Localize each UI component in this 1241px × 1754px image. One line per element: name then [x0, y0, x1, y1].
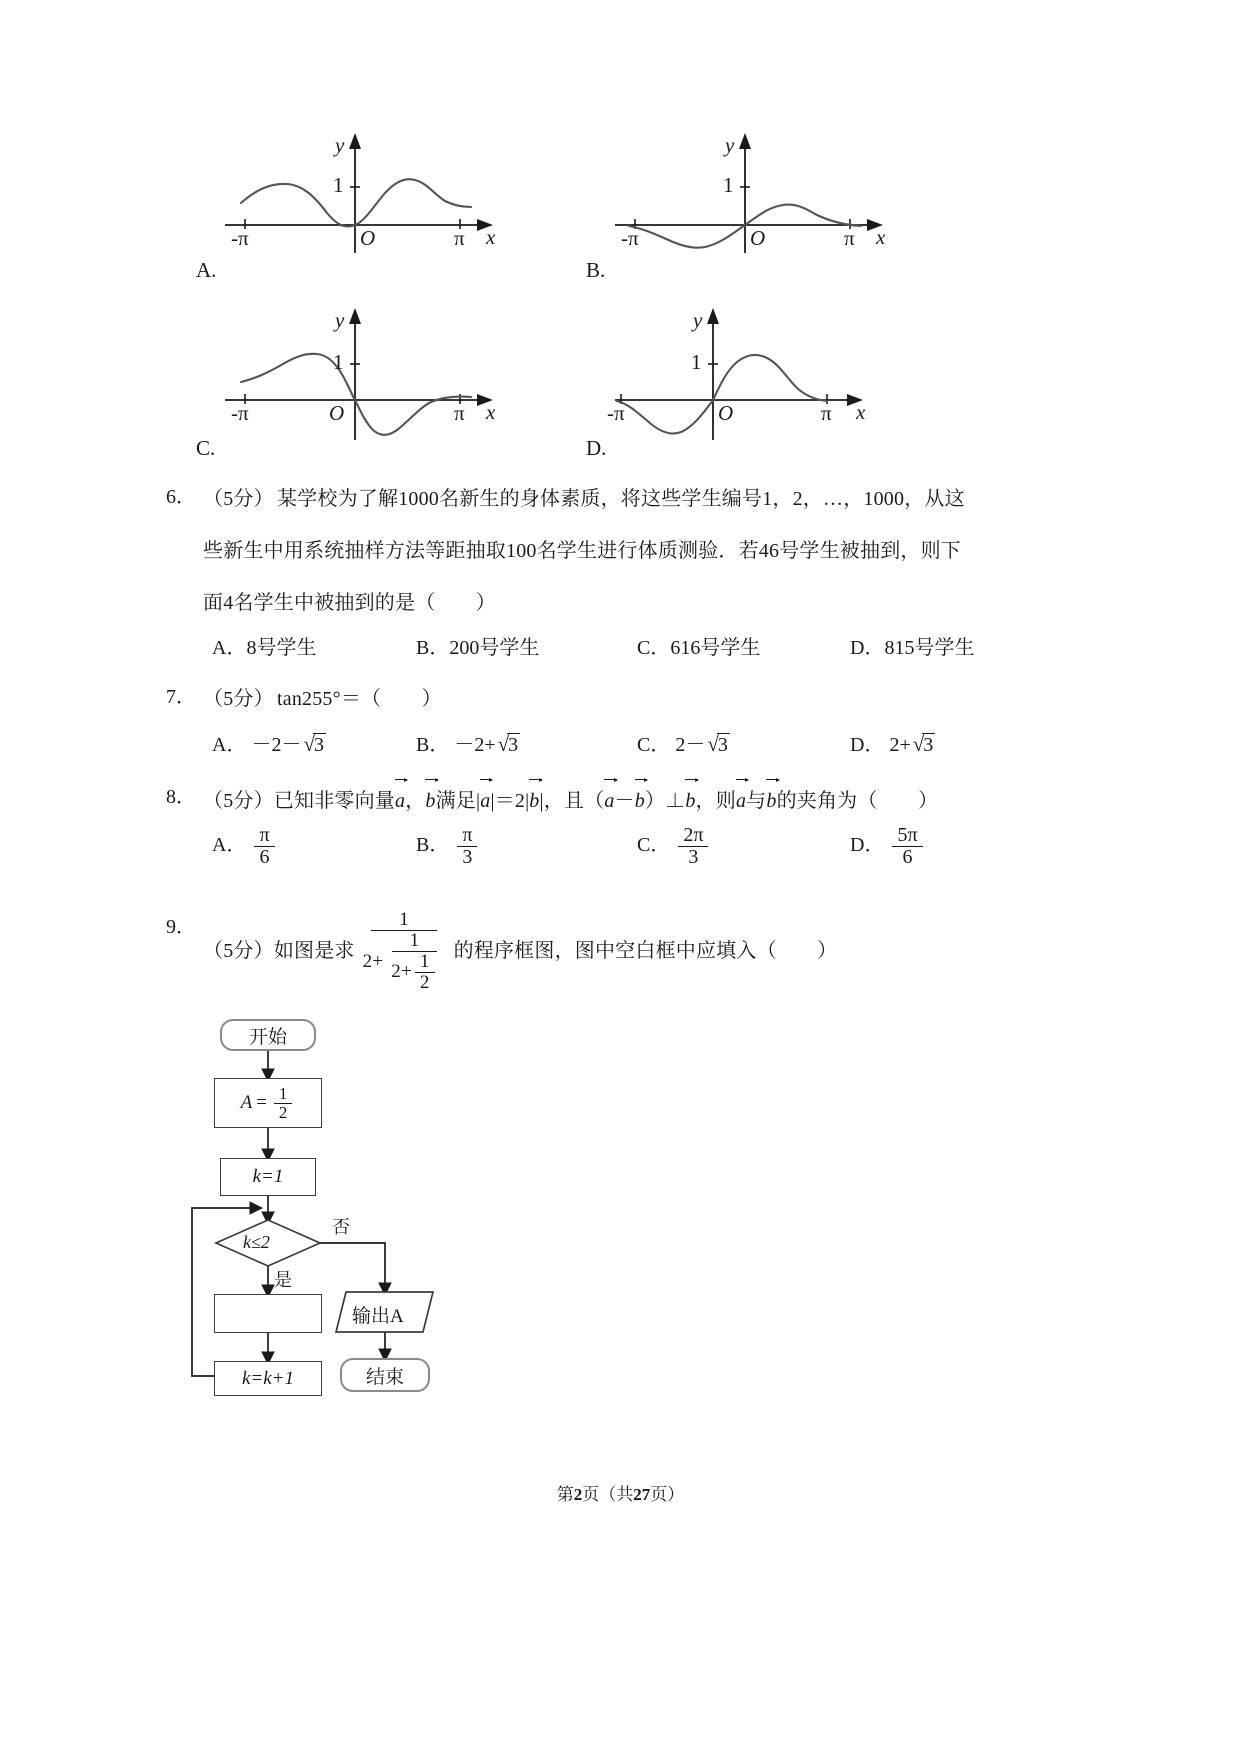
radical-sign: √3	[912, 732, 934, 756]
option-letter: D．	[850, 734, 885, 756]
axis-label-x: x	[486, 225, 496, 249]
flow-start-node	[220, 1019, 316, 1051]
option-letter: A．	[212, 834, 247, 857]
flow-branch-no-label: 否	[332, 1217, 350, 1237]
fraction: $\frac{\pi}{3}$	[457, 825, 477, 868]
question-6-line3: 面4名学生中被抽到的是（ ）	[203, 592, 496, 614]
vector-a: a	[604, 780, 614, 820]
fraction: $\frac{1}{2}$	[274, 1085, 293, 1122]
question-9-number: 9．	[166, 916, 196, 938]
option-letter: C．	[637, 637, 671, 659]
vector-a: a	[480, 780, 490, 820]
question-8-option-b[interactable]	[416, 825, 480, 868]
flow-end-label: 结束	[365, 1366, 404, 1388]
axis-label-x: x	[856, 400, 866, 424]
question-7-score: （5分）	[203, 688, 274, 710]
flow-increment-label: k=k+1	[241, 1367, 294, 1389]
question-6-option-a[interactable]	[212, 631, 316, 660]
page-footer	[0, 1480, 1241, 1505]
y-tick-label-1: 1	[691, 350, 702, 374]
axis-label-y: y	[725, 133, 735, 157]
question-8-option-c[interactable]	[637, 825, 711, 868]
axis-label-y: y	[693, 308, 703, 332]
option-letter: B．	[416, 834, 450, 857]
x-tick-label-pi: π	[821, 401, 832, 425]
footer-prefix: 第	[556, 1485, 574, 1504]
option-text: 8号学生	[246, 637, 317, 659]
option-letter: C．	[637, 734, 671, 756]
y-tick-label-1: 1	[723, 173, 734, 197]
question-6-line1: 某学校为了解1000名新生的身体素质，将这些学生编号1，2，…，1000，从这	[277, 488, 965, 510]
question-6-number: 6．	[166, 486, 196, 508]
flow-output-label: 输出A	[352, 1306, 404, 1327]
flow-assign-k-node	[220, 1158, 316, 1196]
x-tick-label-neg-pi: -π	[231, 226, 249, 250]
origin-label: O	[360, 226, 376, 250]
option-letter-c: C.	[196, 436, 216, 460]
flow-end-node	[340, 1358, 430, 1392]
option-expression: 2－√3	[675, 732, 728, 756]
axis-label-y: y	[335, 308, 345, 332]
graph-option-c	[205, 300, 505, 450]
question-8-stem: （5分）已知非零向量 a， b满足| a|＝2| b|，且（ a－ b）⊥ b，则 a与 b的夹角为（ ）	[203, 780, 938, 820]
y-tick-label-1: 1	[333, 173, 344, 197]
question-8-score: （5分）	[203, 790, 274, 812]
question-8-option-d[interactable]	[850, 825, 926, 868]
radical-sign: √3	[303, 732, 324, 756]
question-6-line2: 些新生中用系统抽样方法等距抽取100名学生进行体质测验．若46号学生被抽到，则下	[203, 540, 961, 562]
vector-a: a	[395, 780, 405, 820]
flow-increment-node	[214, 1361, 322, 1396]
flow-assign-a-label: A = $\frac{1}{2}$	[241, 1085, 296, 1122]
x-tick-label-neg-pi: -π	[607, 401, 625, 425]
option-letter: B．	[416, 734, 450, 756]
question-8-number: 8．	[166, 786, 196, 808]
option-letter-b: B.	[586, 258, 606, 282]
option-text: 200号学生	[449, 637, 540, 659]
question-7-option-a[interactable]	[212, 728, 326, 757]
vector-b: b	[529, 780, 539, 820]
option-expression: 2+√3	[889, 732, 934, 756]
fraction: $\frac{\pi}{6}$	[254, 825, 274, 868]
axis-label-x: x	[876, 225, 886, 249]
graph-option-a	[205, 125, 505, 265]
axis-label-y: y	[335, 133, 345, 157]
x-tick-label-neg-pi: -π	[621, 226, 639, 250]
vector-b: b	[635, 780, 645, 820]
inner-fraction-1: 1 2+ $\frac{1}{2}$	[386, 931, 442, 993]
flow-branch-yes-label: 是	[274, 1270, 292, 1290]
continued-fraction: 1 2+ 1 2+ $\frac{1}{2}$	[358, 910, 451, 993]
x-tick-label-pi: π	[844, 226, 855, 250]
question-8-option-a[interactable]	[212, 825, 278, 868]
option-letter: B．	[416, 637, 450, 659]
graph-option-b	[595, 125, 895, 265]
option-letter-a: A.	[196, 258, 217, 282]
x-tick-label-neg-pi: -π	[231, 401, 249, 425]
option-text: 815号学生	[884, 637, 975, 659]
question-9-score: （5分）	[203, 940, 274, 963]
flow-start-label: 开始	[248, 1026, 287, 1048]
option-expression: －2－√3	[251, 732, 324, 756]
option-letter-d: D.	[586, 436, 607, 460]
vector-b: b	[425, 780, 435, 820]
inner-fraction-2: $\frac{1}{2}$	[415, 952, 435, 993]
x-tick-label-pi: π	[454, 401, 465, 425]
question-7-option-c[interactable]	[637, 728, 730, 757]
fraction: $\frac{5\pi}{6}$	[892, 825, 922, 868]
vector-b: b	[766, 780, 776, 820]
option-text: 616号学生	[670, 637, 761, 659]
question-7-number: 7．	[166, 686, 196, 708]
origin-label: O	[750, 226, 766, 250]
flow-condition-label: k≤2	[243, 1232, 270, 1252]
option-letter: D．	[850, 637, 885, 659]
option-letter: A．	[212, 734, 247, 756]
option-letter: D．	[850, 834, 885, 857]
question-6-option-d[interactable]	[850, 631, 974, 660]
radical-sign: √3	[707, 732, 728, 756]
option-letter: A．	[212, 637, 247, 659]
option-expression: －2+√3	[454, 732, 519, 756]
flow-assign-a-node	[214, 1078, 322, 1128]
question-7-stem: tan255°＝（ ）	[277, 688, 442, 710]
flowchart	[180, 1005, 600, 1389]
question-7-option-b[interactable]	[416, 728, 520, 757]
flow-blank-node[interactable]	[214, 1294, 322, 1333]
footer-total-pages: 27	[633, 1485, 651, 1504]
question-7-option-d[interactable]	[850, 728, 935, 757]
question-6-option-b[interactable]	[416, 631, 539, 660]
question-6-option-c[interactable]	[637, 631, 760, 660]
radical-sign: √3	[497, 732, 519, 756]
origin-label: O	[718, 401, 734, 425]
flow-assign-k-label: k=1	[252, 1166, 284, 1187]
graph-option-d	[595, 300, 895, 450]
fraction: $\frac{2\pi}{3}$	[678, 825, 708, 868]
footer-page-number: 2	[573, 1485, 583, 1504]
origin-label: O	[329, 401, 345, 425]
y-tick-label-1: 1	[333, 350, 344, 374]
vector-a: a	[736, 780, 746, 820]
question-9-stem: （5分） 如图是求 1 2+ 1 2+ $\frac{1}{2}$ 的程序框图，图中空白框中应填入（ ）	[203, 909, 838, 993]
footer-suffix: 页）	[650, 1485, 685, 1504]
vector-b: b	[685, 780, 695, 820]
x-tick-label-pi: π	[454, 226, 465, 250]
option-letter: C．	[637, 834, 671, 857]
axis-label-x: x	[486, 400, 496, 424]
footer-mid: 页（共	[582, 1485, 634, 1504]
question-6-score: （5分）	[203, 488, 274, 510]
